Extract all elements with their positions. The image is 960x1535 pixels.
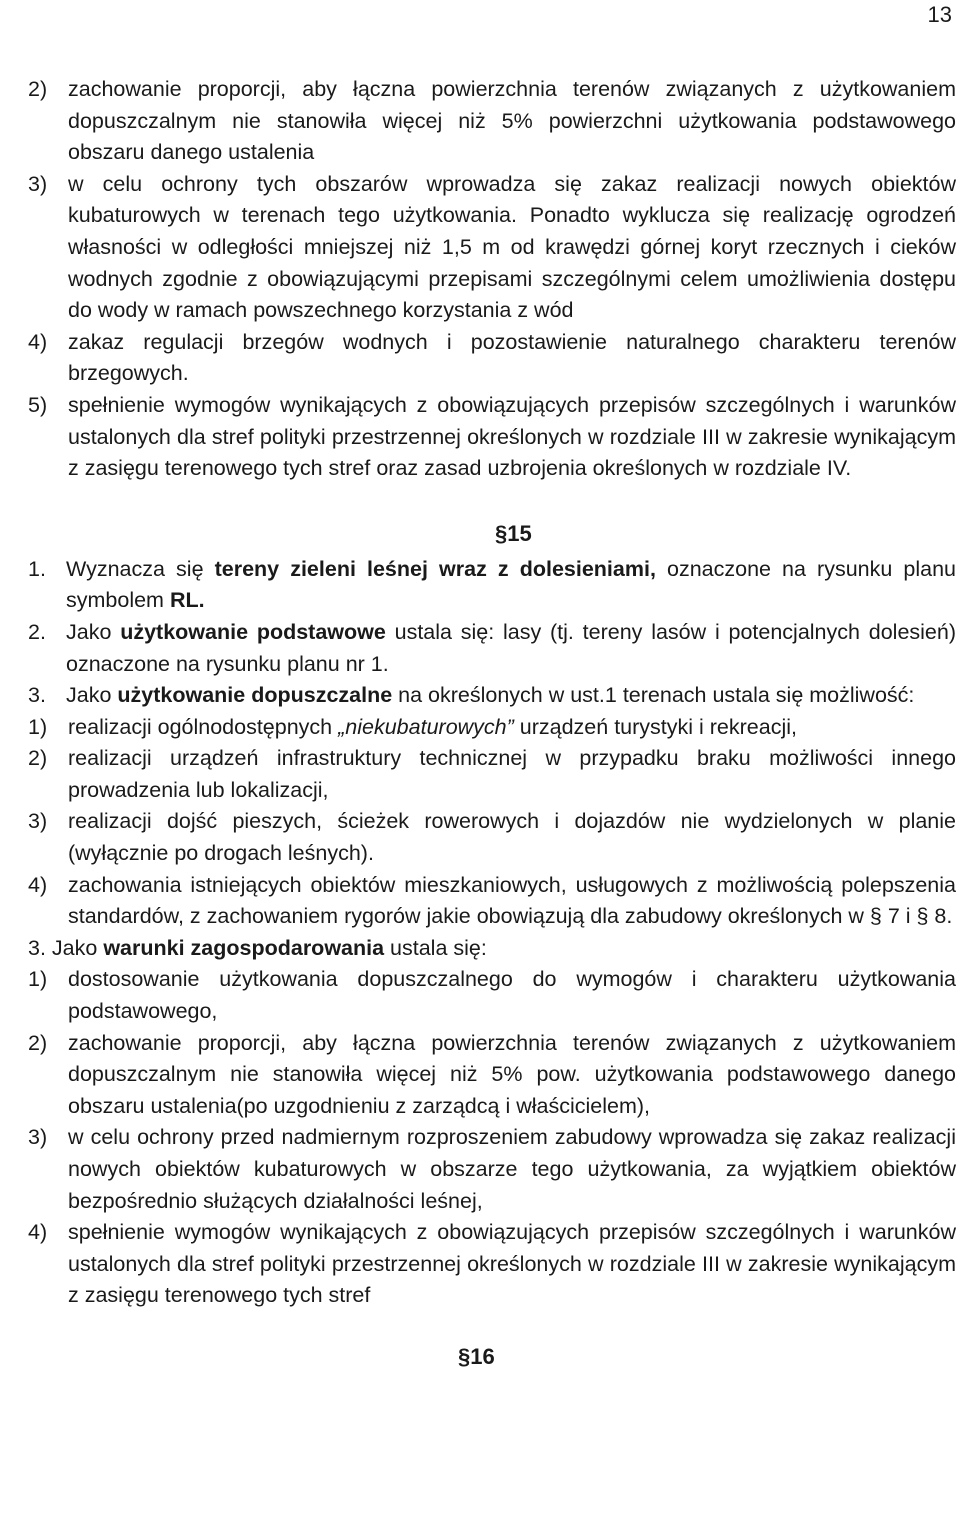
list-item xyxy=(28,870,956,933)
list-item xyxy=(28,1122,956,1217)
paragraph-text: ustala się: xyxy=(384,935,487,960)
page-number: 13 xyxy=(927,2,952,27)
item-text: spełnienie wymogów wynikających z obowiązujących przepisów szczególnych i warunków ustalonych dla stref polityki przestrzennej określonych w rozdziale III w zakresie wynikającym z zasięgu terenowego tych stref xyxy=(68,1220,956,1308)
paragraph-1 xyxy=(28,554,956,617)
item-text: urządzeń turystyki i rekreacji, xyxy=(513,714,797,739)
paragraph-text: Jako xyxy=(66,683,118,708)
item-text: realizacji urządzeń infrastruktury technicznej w przypadku braku możliwości innego prowadzenia lub lokalizacji, xyxy=(68,746,956,802)
item-text: zakaz regulacji brzegów wodnych i pozostawienie naturalnego charakteru terenów brzegowych. xyxy=(68,329,956,386)
list-item xyxy=(28,806,956,869)
item-text: w celu ochrony tych obszarów wprowadza się zakaz realizacji nowych obiektów kubaturowych w terenach tego użytkowania. Ponadto wyklucza się realizację ogrodzeń własności w odległości mniejszej niż 1,5 m od krawędzi górnej koryt rzecznych i cieków wodnych zgodnie z obowiązującymi przepisami szczególnymi celem umożliwienia dostępu do wody w ramach powszechnego korzystania z wód xyxy=(68,171,956,323)
item-number: 2) xyxy=(28,746,48,771)
item-number: 4) xyxy=(28,1220,48,1245)
item-number: 3) xyxy=(28,809,48,834)
paragraph-bold-text: użytkowanie dopuszczalne xyxy=(117,683,393,708)
list-item xyxy=(28,169,956,327)
paragraph-4 xyxy=(28,933,956,965)
item-number: 1) xyxy=(28,967,48,992)
item-number: 3) xyxy=(28,171,48,196)
section-heading-16: §16 xyxy=(458,1343,495,1369)
paragraph-text: na określonych w ust.1 terenach ustala się możliwość: xyxy=(392,683,915,708)
paragraph-bold-text: tereny zieleni leśnej wraz z dolesieniami, xyxy=(214,556,656,581)
item-text: zachowania istniejących obiektów mieszkaniowych, usługowych z możliwością polepszenia standardów, z zachowaniem rygorów jakie obowiązują dla zabudowy określonych w § 7 i § 8. xyxy=(68,872,956,929)
list-item xyxy=(28,1028,956,1123)
paragraph-text: ustala się: lasy (tj. tereny lasów i potencjalnych dolesień) oznaczone na rysunku planu nr 1. xyxy=(66,619,956,676)
paragraph-number: 3. xyxy=(28,935,46,960)
paragraph-number: 1. xyxy=(28,556,46,581)
item-text: realizacji ogólnodostępnych xyxy=(68,714,339,739)
item-number: 2) xyxy=(28,77,48,101)
list-item xyxy=(28,390,956,485)
item-text: spełnienie wymogów wynikających z obowiązujących przepisów szczególnych i warunków ustalonych dla stref polityki przestrzennej określonych w rozdziale III w zakresie wynikającym z zasięgu terenowego tych stref oraz zasad uzbrojenia określonych w rozdziale IV. xyxy=(68,392,956,481)
conditions-list xyxy=(28,964,956,1312)
section-heading-15: §15 xyxy=(495,520,532,546)
paragraph-number: 2. xyxy=(28,619,46,644)
item-text: realizacji dojść pieszych, ścieżek rowerowych i dojazdów nie wydzielonych w planie (wyłącznie po drogach leśnych). xyxy=(68,809,956,866)
item-italic-text: „niekubaturowych” xyxy=(338,714,514,739)
document-body xyxy=(28,74,956,1377)
item-number: 2) xyxy=(28,1030,48,1055)
item-text: dostosowanie użytkowania dopuszczalnego do wymogów i charakteru użytkowania podstawowego, xyxy=(68,967,956,1024)
possibility-list xyxy=(28,712,956,933)
list-item xyxy=(28,712,956,744)
item-number: 1) xyxy=(28,714,48,739)
paragraph-2 xyxy=(28,617,956,680)
item-number: 3) xyxy=(28,1125,48,1150)
paragraph-text: Jako xyxy=(66,619,121,644)
list-item xyxy=(28,743,956,806)
paragraph-bold-text: RL. xyxy=(169,588,205,613)
paragraph-number: 3. xyxy=(28,683,46,708)
item-text: w celu ochrony przed nadmiernym rozproszeniem zabudowy wprowadza się zakaz realizacji nowych obiektów kubaturowych w obszarze tego użytkowania, za wyjątkiem obiektów bezpośrednio służących działalności leśnej, xyxy=(68,1125,956,1213)
paragraph-text: Jako xyxy=(51,935,104,960)
paragraph-3 xyxy=(28,680,956,712)
paragraph-bold-text: warunki zagospodarowania xyxy=(103,935,385,960)
item-text: zachowanie proporcji, aby łączna powierzchnia terenów związanych z użytkowaniem dopuszczalnym nie stanowiła więcej niż 5% pow. użytkowania podstawowego danego obszaru ustalenia(po uzgodnieniu z zarządcą i właścicielem), xyxy=(68,1030,956,1118)
list-item xyxy=(28,74,956,169)
item-number: 5) xyxy=(28,392,48,417)
paragraph-text: Wyznacza się xyxy=(66,556,215,581)
list-item xyxy=(28,327,956,390)
list-item xyxy=(28,1217,956,1312)
paragraph-text: oznaczone na rysunku planu symbolem xyxy=(66,556,956,613)
item-number: 4) xyxy=(28,872,48,897)
paragraph-bold-text: użytkowanie podstawowe xyxy=(120,619,386,644)
list-item xyxy=(28,964,956,1027)
item-number: 4) xyxy=(28,329,48,354)
item-text: zachowanie proporcji, aby łączna powierzchnia terenów związanych z użytkowaniem dopuszczalnym nie stanowiła więcej niż 5% powierzchni użytkowania podstawowego obszaru danego ustalenia xyxy=(68,77,956,165)
